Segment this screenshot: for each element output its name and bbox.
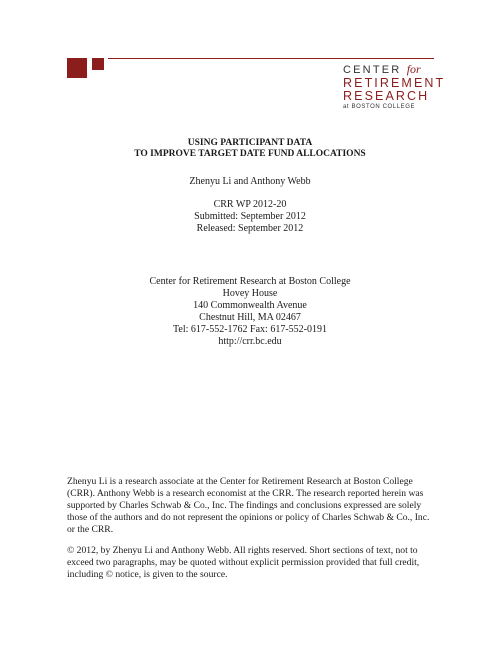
crr-logo bbox=[343, 62, 446, 110]
logo-square-small bbox=[92, 58, 104, 70]
paper-title bbox=[0, 138, 500, 160]
authors: Zhenyu Li and Anthony Webb bbox=[189, 176, 311, 187]
logo-for-text: for bbox=[406, 62, 421, 76]
logo-square-large bbox=[67, 58, 87, 78]
working-paper-info bbox=[0, 199, 500, 235]
address-city: Chestnut Hill, MA 02467 bbox=[199, 312, 301, 323]
released-date: Released: September 2012 bbox=[196, 223, 304, 234]
logo-research-text: RESEARCH bbox=[343, 89, 430, 103]
address-org: Center for Retirement Research at Boston College bbox=[149, 276, 351, 287]
logo-retirement-text: RETIREMENT bbox=[343, 76, 446, 90]
address-url: http://crr.bc.edu bbox=[218, 336, 282, 347]
address-block bbox=[0, 276, 500, 348]
logo-boston-college-text: at BOSTON COLLEGE bbox=[343, 104, 416, 110]
logo-center-text: CENTER bbox=[343, 64, 402, 76]
address-phone: Tel: 617-552-1762 Fax: 617-552-0191 bbox=[172, 324, 327, 335]
author-bio-paragraph: Zhenyu Li is a research associate at the Center for Retirement Research at Boston College (CRR). Anthony Webb is a research economist at the CRR. The research reported herein was supported by Charles Schwab & Co., Inc. The findings and conclusions expressed are solely those of the authors and do not represent the opinions or policy of Charles Schwab & Co., Inc. or the CRR. bbox=[67, 476, 430, 535]
header-rule bbox=[108, 58, 434, 59]
title-line-2: TO IMPROVE TARGET DATE FUND ALLOCATIONS bbox=[134, 149, 366, 159]
address-street: 140 Commonwealth Avenue bbox=[193, 300, 307, 311]
wp-number: CRR WP 2012-20 bbox=[213, 199, 287, 210]
title-line-1: USING PARTICIPANT DATA bbox=[187, 138, 313, 148]
address-building: Hovey House bbox=[222, 288, 278, 299]
submitted-date: Submitted: September 2012 bbox=[194, 211, 306, 222]
copyright-paragraph: © 2012, by Zhenyu Li and Anthony Webb. All rights reserved. Short sections of text, not to exceed two paragraphs, may be quoted without explicit permission provided that full credit, including © notice, is given to the source. bbox=[67, 545, 420, 580]
